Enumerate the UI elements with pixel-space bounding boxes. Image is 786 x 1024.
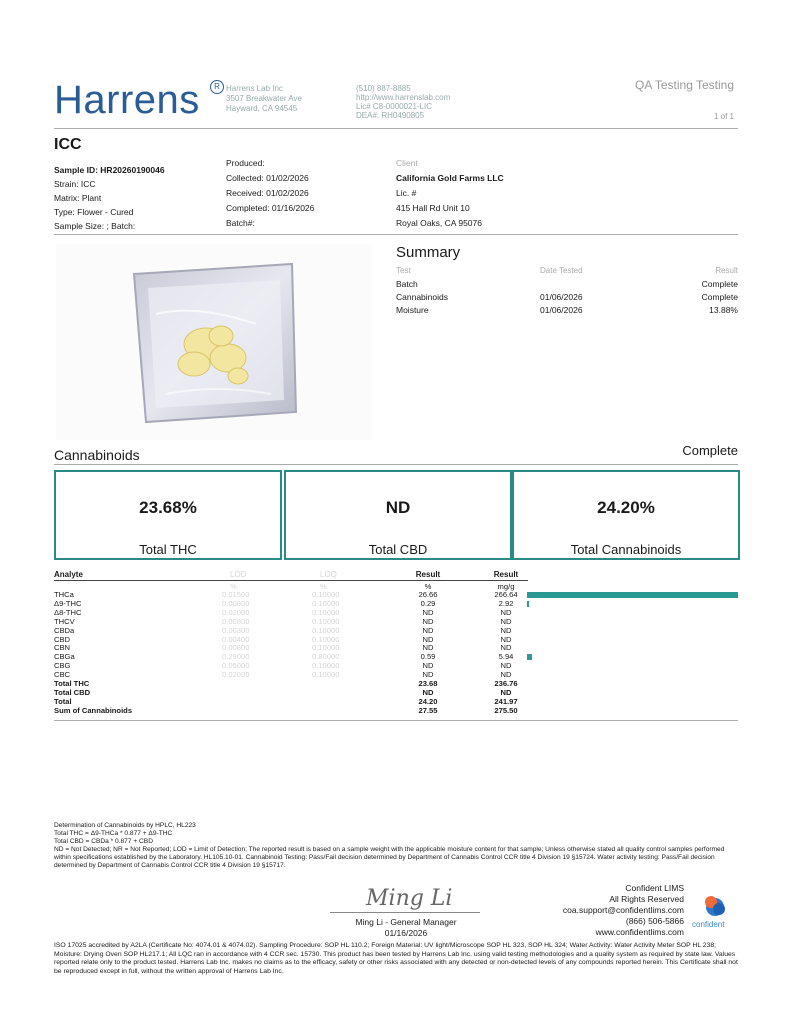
analyte-loq: 0.10000 — [312, 661, 340, 671]
analyte-name: Total THC — [54, 679, 90, 688]
analyte-result-pct: ND — [422, 670, 434, 680]
note-line: Determination of Cannabinoids by HPLC, HL223 — [54, 822, 196, 829]
analyte-lod: 0.02000 — [222, 670, 250, 680]
lims-email: coa.support@confidentlims.com — [562, 905, 684, 915]
analyte-result-pct: 23.68 — [418, 679, 438, 688]
page-number: 1 of 1 — [713, 112, 734, 121]
client-label: Client — [396, 158, 418, 168]
total-cannabinoids-box — [512, 470, 740, 560]
total-cbd-value: ND — [385, 498, 411, 517]
analyte-result-pct: ND — [422, 607, 434, 617]
analyte-lod: 0.00400 — [222, 634, 250, 644]
analyte-name: CBD — [54, 634, 71, 644]
analyte-name: Δ8-THC — [54, 607, 82, 617]
completed-date: Completed: 01/16/2026 — [226, 203, 315, 213]
analyte-result-pct: ND — [422, 634, 434, 644]
total-cannabinoids-value: 24.20% — [597, 498, 655, 517]
analyte-header: Analyte — [54, 570, 83, 579]
batch-number: Batch#: — [226, 218, 255, 228]
report-title: QA Testing Testing — [635, 78, 734, 92]
cannabinoids-status: Complete — [682, 443, 738, 458]
produced-date: Produced: — [226, 158, 265, 168]
analyte-loq: 0.10000 — [312, 607, 340, 617]
analyte-result-mg: 5.94 — [498, 652, 514, 662]
analyte-lod: 0.00800 — [222, 616, 250, 626]
header-divider — [54, 128, 738, 129]
signer-name: Ming Li - General Manager — [355, 917, 457, 927]
signer-block — [344, 917, 468, 939]
client-address-2: Royal Oaks, CA 95076 — [396, 218, 482, 228]
summary-col-test: Test — [396, 266, 411, 275]
total-cannabinoids-label: Total Cannabinoids — [570, 542, 682, 557]
analyte-lod: 0.00800 — [222, 598, 250, 608]
analyte-name: Total CBD — [54, 687, 91, 697]
analyte-result-mg: ND — [500, 661, 512, 671]
analyte-lod: 0.05000 — [222, 661, 250, 671]
sample-id: Sample ID: HR20260190046 — [54, 165, 165, 175]
total-thc-value: 23.68% — [139, 498, 197, 517]
confident-logo-text: confident — [692, 920, 725, 929]
analyte-name: Δ9-THC — [54, 598, 82, 608]
signature-date: 01/16/2026 — [384, 928, 428, 938]
analyte-result-mg: 275.50 — [494, 705, 518, 715]
client-info — [396, 156, 504, 231]
analyte-loq: 0.10000 — [312, 643, 340, 653]
accreditation-statement: ISO 17025 accredited by A2LA (Certificate No: 4074.01 & 4074.02). Sampling Procedure: SOP HL 110.2; Foreign Material: UV light/Microscope SOP HL 323, SOP HL 324; Water Activity: Water Activity Meter SOP HL 238; Moisture: Drying Oven SOP HL217.1; All LQC ran in accordance with 4 CCR sec. 15730. This product has been tested by Harrens Lab Inc. using valid testing methodologies and a quality system as required by state law. Values reported relate only to the product tested. Harrens Lab Inc. makes no claims as to the efficacy, safety or other risks associated with any detected or non-detected levels of any compounds reported herein. This Certificate shall not be reproduced except in full, without the written approval of Harrens Lab Inc. — [54, 942, 738, 975]
summary-row — [396, 277, 738, 290]
analyte-name: THCa — [54, 590, 74, 599]
summary-test: Cannabinoids — [396, 291, 448, 302]
analyte-lod: 0.29000 — [222, 652, 250, 662]
lab-license: Lic# C8-0000021-LIC — [356, 102, 433, 111]
summary-row — [396, 303, 738, 316]
analyte-result-mg: ND — [500, 670, 512, 680]
analyte-loq: 0.10000 — [312, 670, 340, 680]
result-mg-header: Result — [493, 570, 519, 579]
lims-rights: All Rights Reserved — [609, 894, 684, 904]
info-divider — [54, 234, 738, 235]
lab-website: http://www.harrenslab.com — [356, 93, 451, 102]
analyte-result-pct: 0.29 — [420, 598, 436, 608]
summary-date: 01/06/2026 — [540, 291, 583, 302]
signature: Ming Li — [366, 886, 453, 911]
sample-matrix: Matrix: Plant — [54, 193, 102, 203]
cannabinoids-title: Cannabinoids — [54, 447, 140, 463]
note-line: Total CBD = CBDa * 0.877 + CBD — [54, 838, 153, 845]
analyte-lod: 0.00800 — [222, 643, 250, 653]
analyte-loq: 0.10000 — [312, 625, 340, 635]
analyte-result-pct: ND — [422, 687, 434, 697]
summary-test: Moisture — [396, 304, 429, 315]
analyte-result-mg: ND — [500, 616, 512, 626]
total-thc-box — [54, 470, 282, 560]
summary-header-row — [396, 264, 738, 277]
sample-strain: Strain: ICC — [54, 179, 96, 189]
cannabinoids-divider — [54, 464, 738, 465]
analyte-header-rule — [54, 580, 528, 581]
confident-logo-icon — [700, 893, 730, 923]
lod-header: LOD — [230, 570, 247, 579]
summary-result: Complete — [701, 291, 738, 302]
analyte-loq: 0.10000 — [312, 616, 340, 626]
lab-dea: DEA#: RH0490805 — [356, 111, 425, 120]
summary-title: Summary — [396, 244, 461, 261]
loq-unit: % — [320, 582, 327, 591]
analyte-name: Sum of Cannabinoids — [54, 705, 133, 715]
note-line: Total THC = Δ9-THCa * 0.877 + Δ9-THC — [54, 830, 173, 837]
lims-info — [563, 883, 684, 938]
summary-result: Complete — [701, 278, 738, 289]
analyte-result-mg: ND — [500, 607, 512, 617]
summary-row — [396, 290, 738, 303]
total-cbd-box — [284, 470, 512, 560]
analyte-lod: 0.00300 — [222, 625, 250, 635]
harrens-logo: Harrens — [54, 78, 200, 122]
method-notes — [54, 822, 738, 870]
lims-name: Confident LIMS — [625, 883, 684, 893]
analyte-name: CBG — [54, 661, 71, 671]
analyte-name: CBGa — [54, 652, 75, 662]
analyte-result-mg: 241.97 — [494, 696, 518, 706]
result-pct-header: Result — [415, 570, 441, 579]
client-license: Lic. # — [396, 188, 417, 198]
analyte-result-mg: ND — [500, 643, 512, 653]
lab-phone: (510) 887-8885 — [356, 84, 411, 93]
analyte-result-mg: ND — [500, 625, 512, 635]
lab-address-1: 3507 Breakwater Ave — [226, 94, 302, 103]
result-pct-unit: % — [424, 582, 432, 591]
total-thc-label: Total THC — [139, 542, 197, 557]
analyte-name: THCV — [54, 616, 75, 626]
analyte-loq: 0.80000 — [312, 652, 340, 662]
summary-table — [396, 264, 738, 316]
analyte-result-pct: 0.59 — [420, 652, 436, 662]
analyte-lod: 0.02000 — [222, 607, 250, 617]
analyte-result-mg: 266.64 — [494, 590, 518, 599]
analyte-name: CBN — [54, 643, 71, 653]
analyte-loq: 0.10000 — [312, 598, 340, 608]
analyte-lod: 0.01500 — [222, 590, 250, 599]
lab-info — [226, 84, 302, 114]
analyte-result-pct: ND — [422, 625, 434, 635]
analyte-result-pct: 27.55 — [418, 705, 438, 715]
total-cbd-label: Total CBD — [368, 542, 428, 557]
analyte-bottom-rule — [54, 720, 738, 721]
summary-test: Batch — [396, 278, 418, 289]
analyte-bar — [527, 601, 529, 607]
summary-date: 01/06/2026 — [540, 304, 583, 315]
analyte-name: CBC — [54, 670, 71, 680]
sample-photo — [56, 244, 372, 440]
analyte-result-mg: 236.76 — [494, 679, 518, 688]
analyte-result-mg: ND — [500, 687, 512, 697]
analyte-result-mg: 2.92 — [498, 598, 514, 608]
lims-phone: (866) 506-5866 — [625, 916, 684, 926]
analyte-bar — [527, 592, 738, 598]
summary-col-result: Result — [715, 266, 738, 275]
analyte-result-pct: ND — [422, 616, 434, 626]
received-date: Received: 01/02/2026 — [226, 188, 309, 198]
analyte-result-pct: ND — [422, 661, 434, 671]
analyte-result-pct: ND — [422, 643, 434, 653]
sample-info — [54, 163, 165, 233]
sample-dates — [226, 156, 314, 231]
product-title: ICC — [54, 136, 82, 153]
client-address-1: 415 Hall Rd Unit 10 — [396, 203, 470, 213]
analyte-name: Total — [54, 696, 72, 706]
analyte-bar — [527, 654, 532, 660]
note-line: ND = Not Detected; NR = Not Reported; LOD = Limit of Detection; The reported result is based on a sample weight with the applicable moisture content for that sample; Unless otherwise stated all quality control samples performed within specifications established by the Laboratory. HL105.10-01. Cannabinoid Testing: Pass/Fail decision determined by Department of Cannabis Control CCR title 4 Division 19 §15724. Water activity testing: Pass/Fail decision determined by Department of Cannabis Control CCR title 4 Division 19 §15717. — [54, 846, 725, 869]
sample-bag-image — [56, 244, 372, 440]
sample-type: Type: Flower - Cured — [54, 207, 134, 217]
summary-result: 13.88% — [709, 304, 738, 315]
analyte-result-pct: 26.66 — [418, 590, 438, 599]
analyte-name: CBDa — [54, 625, 75, 635]
result-mg-unit: mg/g — [497, 582, 515, 591]
lab-address-2: Hayward, CA 94545 — [226, 104, 298, 113]
lims-website: www.confidentlims.com — [595, 927, 684, 937]
signature-line — [330, 912, 480, 913]
analyte-loq: 0.10000 — [312, 634, 340, 644]
lod-unit: % — [230, 582, 237, 591]
summary-col-date: Date Tested — [540, 266, 583, 275]
lab-name: Harrens Lab Inc — [226, 84, 283, 93]
lab-contact — [356, 84, 450, 120]
collected-date: Collected: 01/02/2026 — [226, 173, 309, 183]
analyte-loq: 0.10000 — [312, 590, 340, 599]
analyte-result-pct: 24.20 — [418, 696, 438, 706]
loq-header: LOQ — [320, 570, 337, 579]
client-name: California Gold Farms LLC — [396, 173, 504, 183]
analyte-result-mg: ND — [500, 634, 512, 644]
sample-size: Sample Size: ; Batch: — [54, 221, 136, 231]
registered-mark-icon: R — [210, 80, 224, 94]
